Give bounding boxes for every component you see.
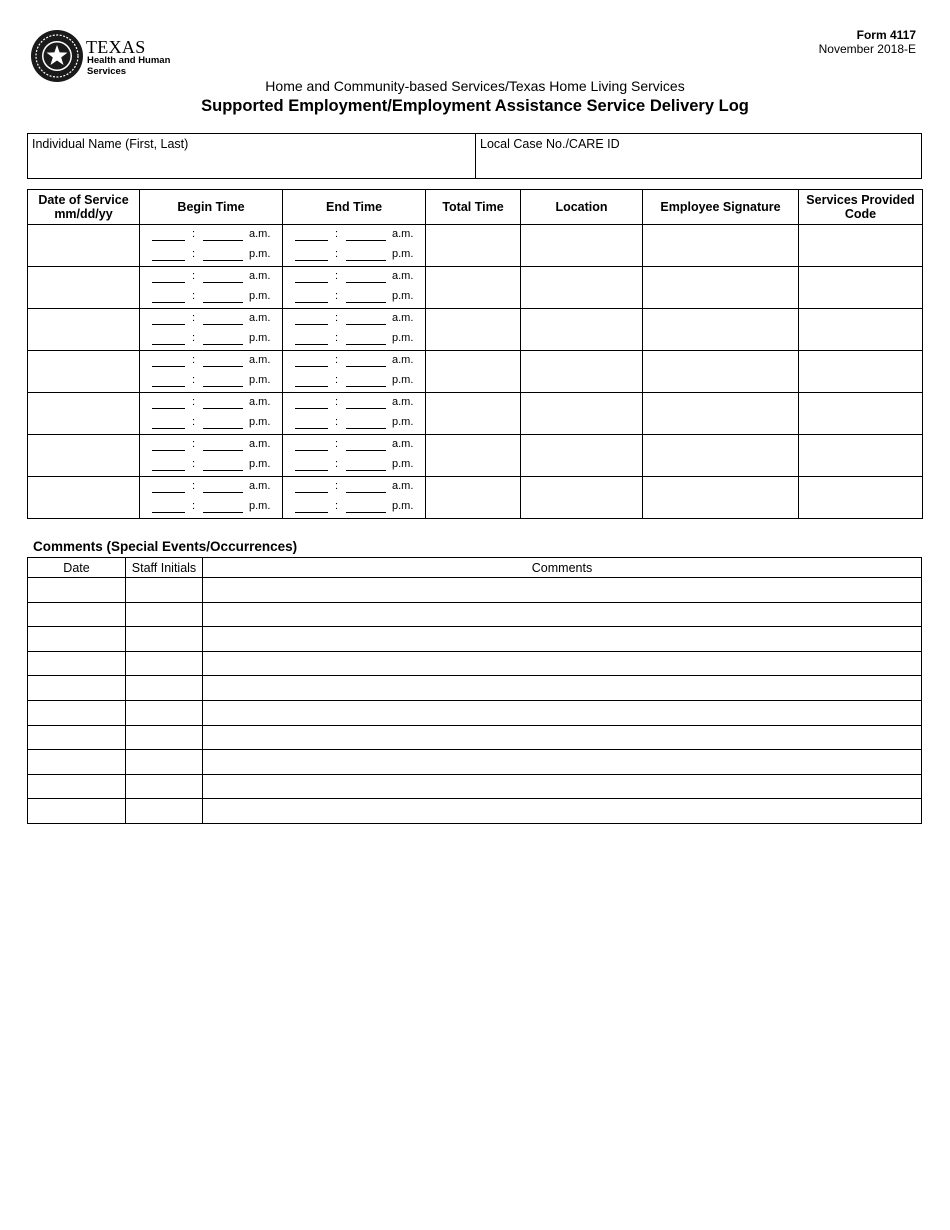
form-number: Form 4117 [856, 28, 916, 42]
total-time-cell[interactable] [426, 267, 521, 309]
individual-name-label: Individual Name (First, Last) [32, 137, 189, 151]
staff-initials-cell[interactable] [126, 602, 203, 627]
employee-signature-cell[interactable] [643, 393, 799, 435]
minute-blank[interactable] [346, 344, 386, 345]
pm-label: p.m. [392, 290, 414, 302]
begin-time-entry[interactable] [140, 351, 283, 393]
hour-blank[interactable] [152, 344, 185, 345]
comment-date-cell[interactable] [28, 725, 126, 750]
col-location: Location [521, 190, 643, 225]
hour-blank[interactable] [295, 282, 328, 283]
total-time-cell[interactable] [426, 477, 521, 519]
time-colon: : [335, 374, 339, 386]
pm-label: p.m. [249, 458, 271, 470]
begin-time-am-line[interactable] [140, 225, 282, 245]
hour-blank[interactable] [295, 450, 328, 451]
date-of-service-cell[interactable] [28, 225, 140, 267]
form-title: Supported Employment/Employment Assistance Service Delivery Log [201, 97, 749, 115]
hour-blank[interactable] [295, 240, 328, 241]
am-label: a.m. [392, 396, 414, 408]
comment-text-cell[interactable] [203, 627, 922, 652]
individual-name-field[interactable] [28, 134, 476, 178]
begin-time-pm-line[interactable] [140, 497, 282, 517]
am-label: a.m. [249, 312, 271, 324]
services-code-cell[interactable] [799, 477, 923, 519]
comment-date-cell[interactable] [28, 627, 126, 652]
staff-initials-cell[interactable] [126, 676, 203, 701]
comment-row [28, 627, 922, 652]
location-cell[interactable] [521, 477, 643, 519]
minute-blank[interactable] [203, 282, 243, 283]
minute-blank[interactable] [346, 324, 386, 325]
staff-initials-cell[interactable] [126, 700, 203, 725]
minute-blank[interactable] [203, 260, 243, 261]
col-end-time: End Time [283, 190, 426, 225]
minute-blank[interactable] [346, 470, 386, 471]
pm-label: p.m. [392, 248, 414, 260]
time-colon: : [335, 438, 339, 450]
time-colon: : [192, 228, 196, 240]
begin-time-am-line[interactable] [140, 309, 282, 329]
time-colon: : [192, 458, 196, 470]
time-colon: : [335, 248, 339, 260]
comment-text-cell[interactable] [203, 725, 922, 750]
comment-text-cell[interactable] [203, 578, 922, 603]
comment-date-cell[interactable] [28, 676, 126, 701]
hour-blank[interactable] [152, 240, 185, 241]
end-time-am-line[interactable] [283, 435, 425, 455]
end-time-entry[interactable] [283, 267, 426, 309]
hour-blank[interactable] [295, 408, 328, 409]
begin-time-entry[interactable] [140, 225, 283, 267]
time-colon: : [335, 416, 339, 428]
minute-blank[interactable] [203, 470, 243, 471]
begin-time-pm-line[interactable] [140, 413, 282, 433]
time-colon: : [192, 416, 196, 428]
comment-date-cell[interactable] [28, 750, 126, 775]
time-colon: : [192, 312, 196, 324]
am-label: a.m. [249, 270, 271, 282]
time-colon: : [192, 270, 196, 282]
minute-blank[interactable] [346, 366, 386, 367]
begin-time-entry[interactable] [140, 267, 283, 309]
time-colon: : [335, 290, 339, 302]
end-time-pm-line[interactable] [283, 455, 425, 475]
minute-blank[interactable] [346, 428, 386, 429]
minute-blank[interactable] [346, 408, 386, 409]
comments-header [28, 558, 922, 578]
end-time-entry[interactable] [283, 309, 426, 351]
pm-label: p.m. [392, 458, 414, 470]
date-of-service-cell[interactable] [28, 351, 140, 393]
pm-label: p.m. [392, 500, 414, 512]
hour-blank[interactable] [152, 282, 185, 283]
minute-blank[interactable] [203, 344, 243, 345]
col-begin-time: Begin Time [140, 190, 283, 225]
case-number-field[interactable] [476, 134, 921, 178]
hour-blank[interactable] [152, 492, 185, 493]
begin-time-entry[interactable] [140, 309, 283, 351]
end-time-pm-line[interactable] [283, 287, 425, 307]
time-colon: : [192, 290, 196, 302]
begin-time-pm-line[interactable] [140, 287, 282, 307]
begin-time-pm-line[interactable] [140, 329, 282, 349]
col-employee-signature: Employee Signature [643, 190, 799, 225]
service-log-header [28, 190, 923, 225]
employee-signature-cell[interactable] [643, 309, 799, 351]
comment-date-cell[interactable] [28, 651, 126, 676]
hour-blank[interactable] [152, 470, 185, 471]
minute-blank[interactable] [346, 240, 386, 241]
am-label: a.m. [392, 312, 414, 324]
service-log-row [28, 309, 923, 351]
minute-blank[interactable] [203, 366, 243, 367]
time-colon: : [335, 480, 339, 492]
end-time-pm-line[interactable] [283, 497, 425, 517]
time-colon: : [335, 228, 339, 240]
comment-text-cell[interactable] [203, 700, 922, 725]
total-time-cell[interactable] [426, 351, 521, 393]
time-colon: : [192, 480, 196, 492]
service-log-table [27, 189, 923, 519]
staff-initials-cell[interactable] [126, 725, 203, 750]
service-log-row [28, 393, 923, 435]
hour-blank[interactable] [295, 492, 328, 493]
comment-row [28, 602, 922, 627]
employee-signature-cell[interactable] [643, 267, 799, 309]
minute-blank[interactable] [203, 450, 243, 451]
minute-blank[interactable] [203, 386, 243, 387]
minute-blank[interactable] [203, 408, 243, 409]
comment-row [28, 799, 922, 824]
date-of-service-cell[interactable] [28, 267, 140, 309]
date-of-service-cell[interactable] [28, 477, 140, 519]
date-of-service-cell[interactable] [28, 309, 140, 351]
staff-initials-cell[interactable] [126, 774, 203, 799]
minute-blank[interactable] [346, 282, 386, 283]
minute-blank[interactable] [203, 302, 243, 303]
total-time-cell[interactable] [426, 435, 521, 477]
comment-row [28, 774, 922, 799]
begin-time-am-line[interactable] [140, 435, 282, 455]
services-code-cell[interactable] [799, 309, 923, 351]
hour-blank[interactable] [295, 386, 328, 387]
comments-title: Comments (Special Events/Occurrences) [33, 539, 298, 554]
pm-label: p.m. [249, 332, 271, 344]
hour-blank[interactable] [295, 302, 328, 303]
minute-blank[interactable] [203, 324, 243, 325]
comment-text-cell[interactable] [203, 799, 922, 824]
time-colon: : [192, 248, 196, 260]
identification-fields [27, 133, 922, 179]
pm-label: p.m. [249, 248, 271, 260]
comment-date-cell[interactable] [28, 700, 126, 725]
pm-label: p.m. [249, 500, 271, 512]
employee-signature-cell[interactable] [643, 435, 799, 477]
end-time-entry[interactable] [283, 477, 426, 519]
am-label: a.m. [249, 396, 271, 408]
end-time-pm-line[interactable] [283, 245, 425, 265]
staff-initials-cell[interactable] [126, 627, 203, 652]
am-label: a.m. [392, 228, 414, 240]
logo-subtext: Health and Human Services [87, 55, 171, 77]
hour-blank[interactable] [152, 386, 185, 387]
begin-time-entry[interactable] [140, 477, 283, 519]
hour-blank[interactable] [152, 302, 185, 303]
service-log-row [28, 267, 923, 309]
minute-blank[interactable] [346, 302, 386, 303]
employee-signature-cell[interactable] [643, 225, 799, 267]
comment-text-cell[interactable] [203, 651, 922, 676]
total-time-cell[interactable] [426, 393, 521, 435]
minute-blank[interactable] [346, 450, 386, 451]
col-staff-initials: Staff Initials [126, 558, 203, 578]
pm-label: p.m. [392, 332, 414, 344]
comment-text-cell[interactable] [203, 750, 922, 775]
staff-initials-cell[interactable] [126, 799, 203, 824]
total-time-cell[interactable] [426, 309, 521, 351]
service-log-row [28, 477, 923, 519]
comment-date-cell[interactable] [28, 799, 126, 824]
hour-blank[interactable] [152, 366, 185, 367]
staff-initials-cell[interactable] [126, 750, 203, 775]
end-time-entry[interactable] [283, 225, 426, 267]
comments-table [27, 557, 922, 824]
hour-blank[interactable] [152, 450, 185, 451]
hhs-logo [30, 29, 170, 85]
form-identifier [819, 28, 916, 56]
case-number-label: Local Case No./CARE ID [480, 137, 620, 151]
col-comments: Comments [203, 558, 922, 578]
begin-time-am-line[interactable] [140, 393, 282, 413]
am-label: a.m. [249, 228, 271, 240]
minute-blank[interactable] [203, 428, 243, 429]
begin-time-entry[interactable] [140, 435, 283, 477]
comment-text-cell[interactable] [203, 676, 922, 701]
comment-text-cell[interactable] [203, 602, 922, 627]
time-colon: : [335, 458, 339, 470]
hour-blank[interactable] [295, 470, 328, 471]
location-cell[interactable] [521, 225, 643, 267]
minute-blank[interactable] [203, 240, 243, 241]
hour-blank[interactable] [152, 512, 185, 513]
hour-blank[interactable] [152, 428, 185, 429]
hour-blank[interactable] [295, 324, 328, 325]
form-subtitle: Home and Community-based Services/Texas Home Living Services [265, 78, 685, 94]
pm-label: p.m. [392, 374, 414, 386]
texas-star-seal-icon [30, 29, 84, 83]
time-colon: : [192, 500, 196, 512]
service-log-row [28, 225, 923, 267]
pm-label: p.m. [249, 416, 271, 428]
date-of-service-cell[interactable] [28, 435, 140, 477]
end-time-am-line[interactable] [283, 351, 425, 371]
form-date: November 2018-E [818, 42, 916, 56]
begin-time-entry[interactable] [140, 393, 283, 435]
end-time-pm-line[interactable] [283, 413, 425, 433]
am-label: a.m. [392, 480, 414, 492]
time-colon: : [335, 312, 339, 324]
end-time-am-line[interactable] [283, 267, 425, 287]
employee-signature-cell[interactable] [643, 477, 799, 519]
minute-blank[interactable] [203, 512, 243, 513]
begin-time-am-line[interactable] [140, 351, 282, 371]
end-time-entry[interactable] [283, 435, 426, 477]
begin-time-pm-line[interactable] [140, 455, 282, 475]
hour-blank[interactable] [152, 408, 185, 409]
minute-blank[interactable] [346, 386, 386, 387]
end-time-entry[interactable] [283, 351, 426, 393]
col-total-time: Total Time [426, 190, 521, 225]
employee-signature-cell[interactable] [643, 351, 799, 393]
comment-date-cell[interactable] [28, 774, 126, 799]
comment-row [28, 700, 922, 725]
end-time-entry[interactable] [283, 393, 426, 435]
location-cell[interactable] [521, 393, 643, 435]
time-colon: : [335, 396, 339, 408]
minute-blank[interactable] [346, 492, 386, 493]
comment-row [28, 750, 922, 775]
am-label: a.m. [249, 438, 271, 450]
comment-row [28, 651, 922, 676]
time-colon: : [335, 500, 339, 512]
am-label: a.m. [249, 354, 271, 366]
time-colon: : [192, 438, 196, 450]
am-label: a.m. [249, 480, 271, 492]
time-colon: : [335, 270, 339, 282]
services-code-cell[interactable] [799, 393, 923, 435]
location-cell[interactable] [521, 267, 643, 309]
service-log-row [28, 351, 923, 393]
time-colon: : [335, 332, 339, 344]
date-of-service-cell[interactable] [28, 393, 140, 435]
hour-blank[interactable] [295, 428, 328, 429]
am-label: a.m. [392, 354, 414, 366]
end-time-pm-line[interactable] [283, 329, 425, 349]
col-comment-date: Date [28, 558, 126, 578]
comment-date-cell[interactable] [28, 578, 126, 603]
staff-initials-cell[interactable] [126, 651, 203, 676]
begin-time-pm-line[interactable] [140, 245, 282, 265]
comment-date-cell[interactable] [28, 602, 126, 627]
begin-time-am-line[interactable] [140, 477, 282, 497]
time-colon: : [192, 396, 196, 408]
end-time-pm-line[interactable] [283, 371, 425, 391]
services-code-cell[interactable] [799, 225, 923, 267]
location-cell[interactable] [521, 435, 643, 477]
hour-blank[interactable] [295, 260, 328, 261]
comment-row [28, 578, 922, 603]
comment-text-cell[interactable] [203, 774, 922, 799]
end-time-am-line[interactable] [283, 225, 425, 245]
time-colon: : [192, 354, 196, 366]
end-time-am-line[interactable] [283, 477, 425, 497]
total-time-cell[interactable] [426, 225, 521, 267]
services-code-cell[interactable] [799, 351, 923, 393]
hour-blank[interactable] [295, 512, 328, 513]
end-time-am-line[interactable] [283, 309, 425, 329]
pm-label: p.m. [249, 374, 271, 386]
begin-time-am-line[interactable] [140, 267, 282, 287]
hour-blank[interactable] [152, 260, 185, 261]
comment-row [28, 725, 922, 750]
minute-blank[interactable] [346, 260, 386, 261]
col-date-of-service: Date of Service mm/dd/yy [28, 190, 140, 225]
am-label: a.m. [392, 438, 414, 450]
services-code-cell[interactable] [799, 267, 923, 309]
location-cell[interactable] [521, 351, 643, 393]
am-label: a.m. [392, 270, 414, 282]
begin-time-pm-line[interactable] [140, 371, 282, 391]
pm-label: p.m. [249, 290, 271, 302]
pm-label: p.m. [392, 416, 414, 428]
minute-blank[interactable] [346, 512, 386, 513]
logo-texas-text: TEXAS [86, 37, 146, 57]
services-code-cell[interactable] [799, 435, 923, 477]
time-colon: : [192, 374, 196, 386]
col-services-code: Services Provided Code [799, 190, 923, 225]
end-time-am-line[interactable] [283, 393, 425, 413]
hour-blank[interactable] [295, 366, 328, 367]
comment-row [28, 676, 922, 701]
time-colon: : [192, 332, 196, 344]
hour-blank[interactable] [152, 324, 185, 325]
hour-blank[interactable] [295, 344, 328, 345]
staff-initials-cell[interactable] [126, 578, 203, 603]
service-log-row [28, 435, 923, 477]
location-cell[interactable] [521, 309, 643, 351]
minute-blank[interactable] [203, 492, 243, 493]
time-colon: : [335, 354, 339, 366]
